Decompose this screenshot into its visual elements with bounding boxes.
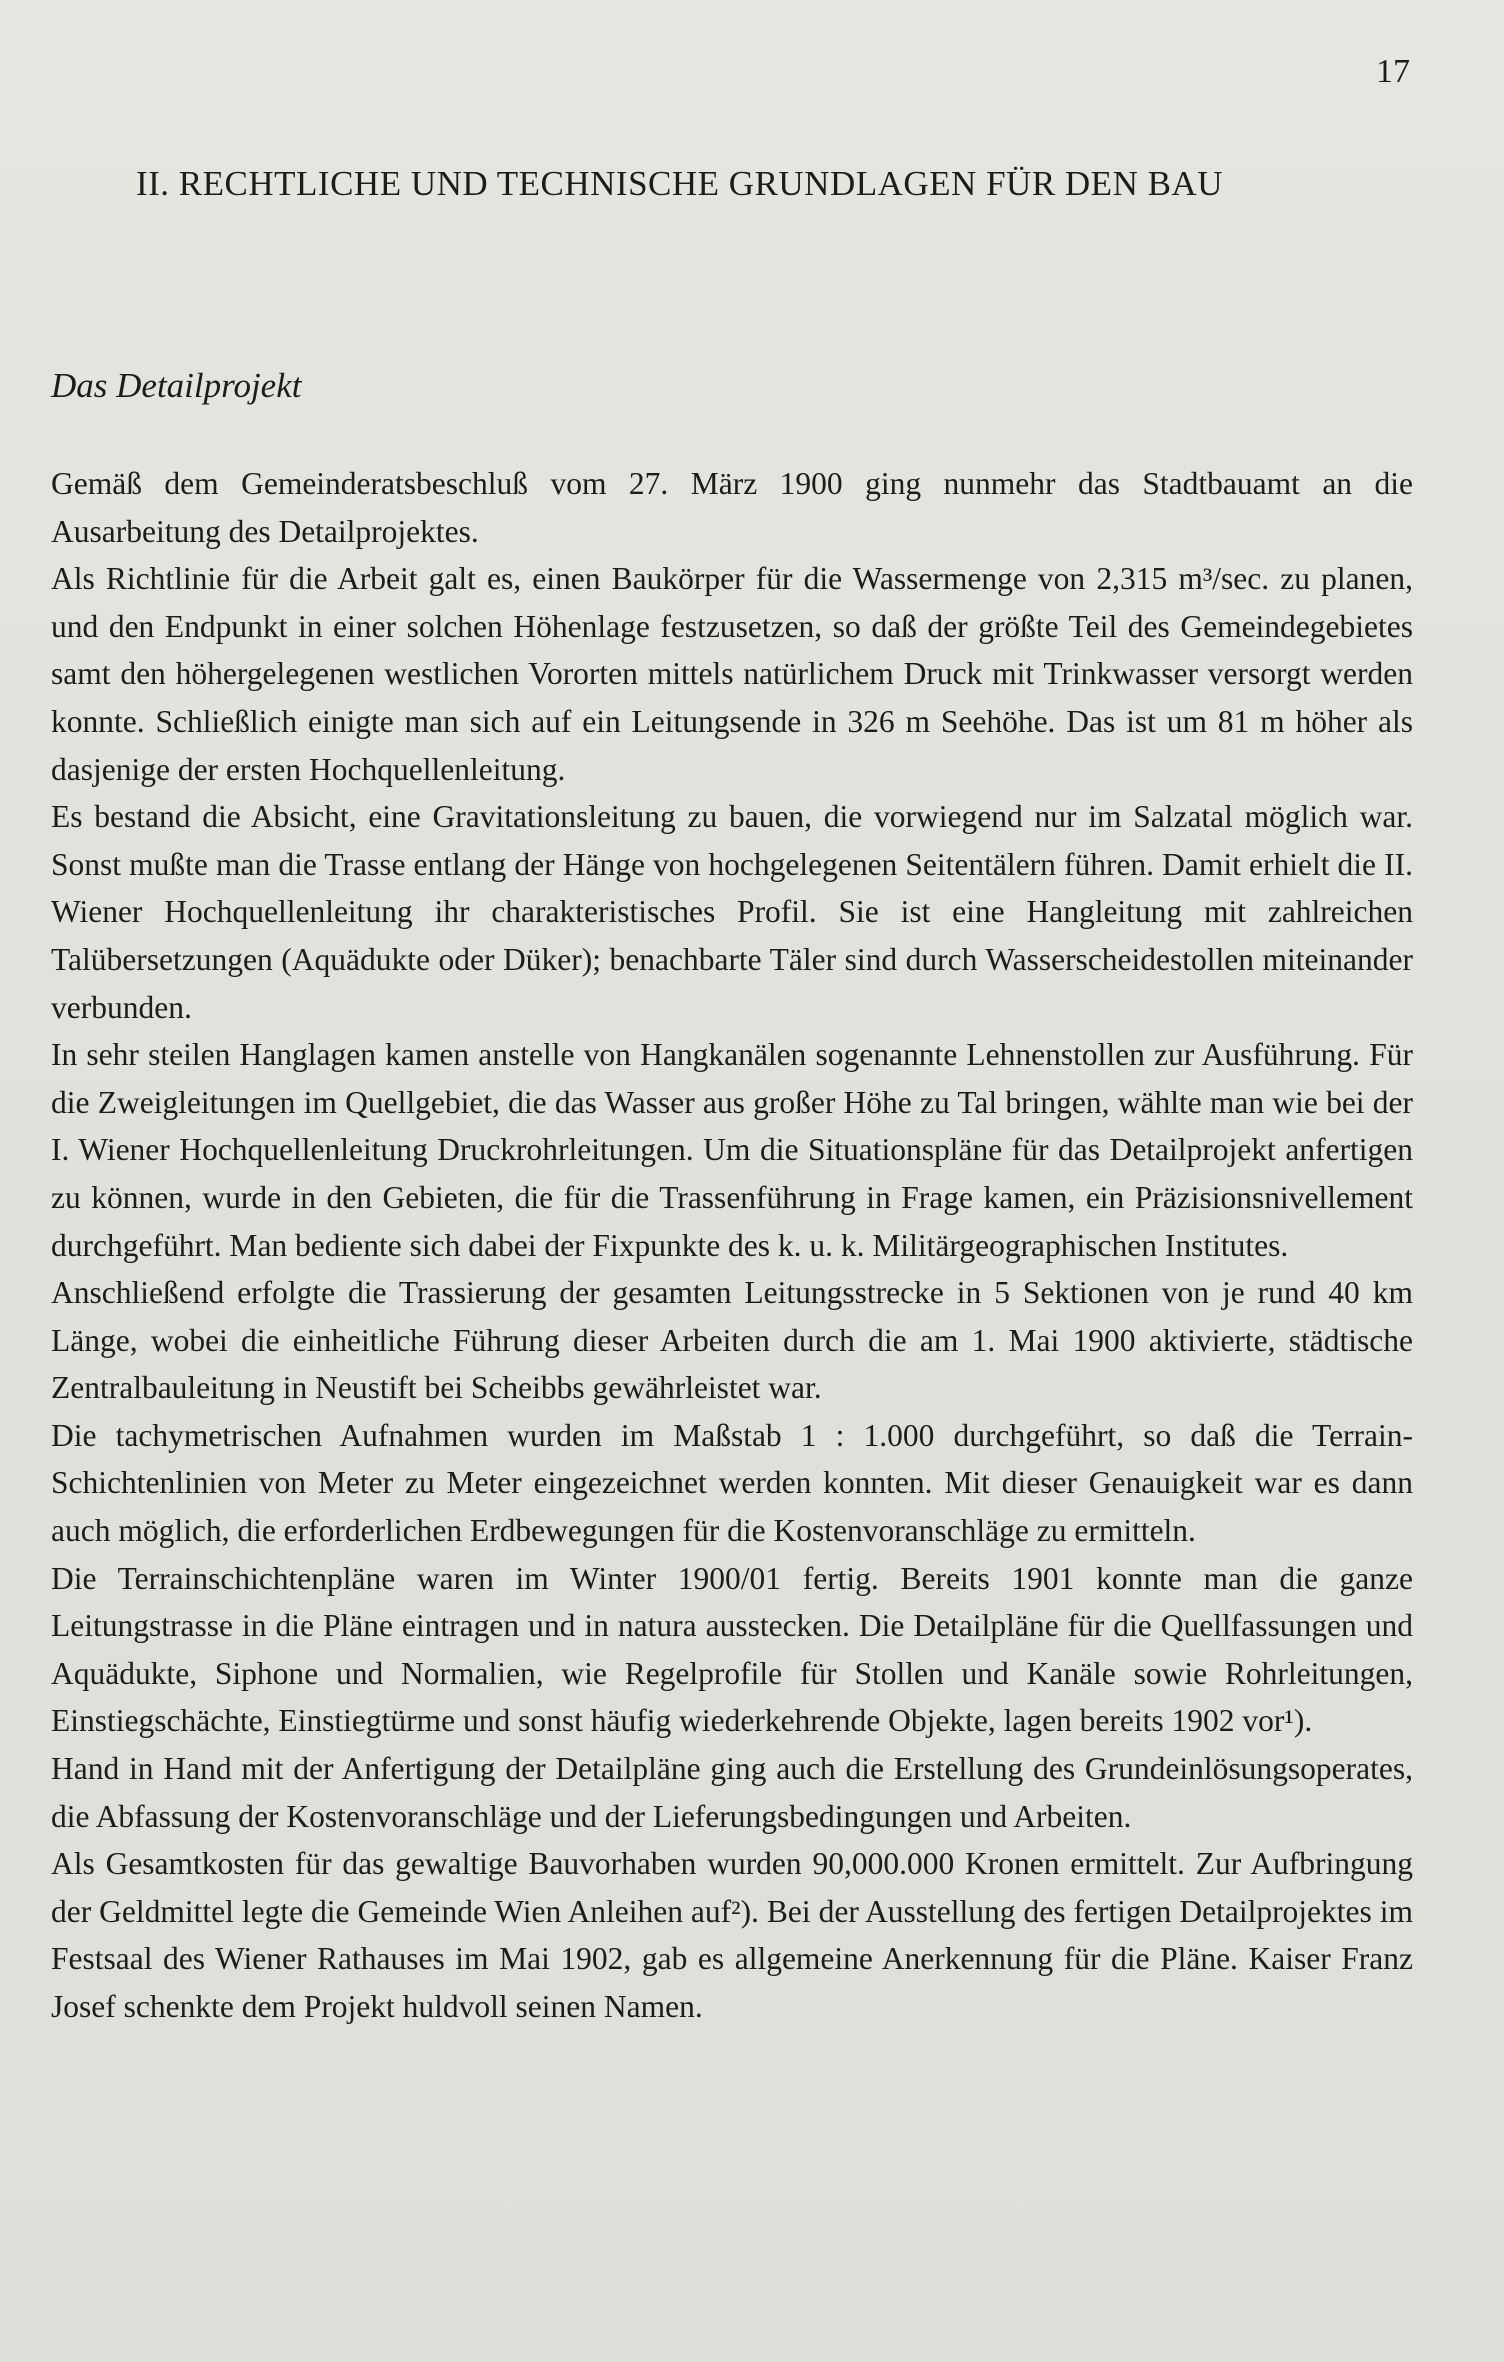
paragraph: Als Richtlinie für die Arbeit galt es, einen Baukörper für die Wassermenge von 2,315 m³/sec. zu planen, und den Endpunkt in einer solchen Höhenlage festzusetzen, so daß der größte Teil des Gemeindegebietes samt den höhergelegenen westlichen Vororten mittels natürlichem Druck mit Trinkwasser versorgt werden konnte. Schließlich einigte man sich auf ein Leitungsende in 326 m Seehöhe. Das ist um 81 m höher als dasjenige der ersten Hochquellenleitung.: [51, 561, 1413, 787]
paragraph: In sehr steilen Hanglagen kamen anstelle von Hangkanälen sogenannte Lehnenstollen zur Ausführung. Für die Zweigleitungen im Quellgebiet, die das Wasser aus großer Höhe zu Tal bringen, wählte man wie bei der I. Wiener Hochquellenleitung Druckrohrleitungen. Um die Situationspläne für das Detailprojekt anfertigen zu können, wurde in den Gebieten, die für die Trassenführung in Frage kamen, ein Präzisionsnivellement durchgeführt. Man bediente sich dabei der Fixpunkte des k. u. k. Militärgeographischen Institutes.: [51, 1037, 1413, 1263]
paragraph: Hand in Hand mit der Anfertigung der Detailpläne ging auch die Erstellung des Grundeinlösungsoperates, die Abfassung der Kostenvoranschläge und der Lieferungsbedingungen und Arbeiten.: [51, 1751, 1413, 1834]
paragraph: Anschließend erfolgte die Trassierung der gesamten Leitungsstrecke in 5 Sektionen von je rund 40 km Länge, wobei die einheitliche Führung dieser Arbeiten durch die am 1. Mai 1900 aktivierte, städtische Zentralbauleitung in Neustift bei Scheibbs gewährleistet war.: [51, 1275, 1413, 1406]
paragraph: Die Terrainschichtenpläne waren im Winter 1900/01 fertig. Bereits 1901 konnte man die ganze Leitungstrasse in die Pläne eintragen und in natura ausstecken. Die Detailpläne für die Quellfassungen und Aquädukte, Siphone und Normalien, wie Regelprofile für Stollen und Kanäle sowie Rohrleitungen, Einstiegschächte, Einstiegtürme und sonst häufig wiederkehrende Objekte, lagen bereits 1902 vor¹).: [51, 1560, 1413, 1739]
page-number: 17: [1376, 53, 1410, 90]
paragraph: Als Gesamtkosten für das gewaltige Bauvorhaben wurden 90,000.000 Kronen ermittelt. Zur Aufbringung der Geldmittel legte die Gemeinde Wien Anleihen auf²). Bei der Ausstellung des fertigen Detailprojektes im Festsaal des Wiener Rathauses im Mai 1902, gab es allgemeine Anerkennung für die Pläne. Kaiser Franz Josef schenkte dem Projekt huldvoll seinen Namen.: [51, 1846, 1413, 2024]
paragraph: Die tachymetrischen Aufnahmen wurden im Maßstab 1 : 1.000 durchgeführt, so daß die Terrain-Schichtenlinien von Meter zu Meter eingezeichnet werden konnten. Mit dieser Genauigkeit war es dann auch möglich, die erforderlichen Erdbewegungen für die Kostenvoranschläge zu ermitteln.: [51, 1417, 1413, 1549]
paragraph: Es bestand die Absicht, eine Gravitationsleitung zu bauen, die vorwiegend nur im Salzatal möglich war. Sonst mußte man die Trasse entlang der Hänge von hochgelegenen Seitentälern führen. Damit erhielt die II. Wiener Hochquellenleitung ihr charakteristisches Profil. Sie ist eine Hangleitung mit zahlreichen Talübersetzungen (Aquädukte oder Düker); benachbarte Täler sind durch Wasserscheidestollen miteinander verbunden.: [51, 799, 1413, 1025]
paragraph: Gemäß dem Gemeinderatsbeschluß vom 27. März 1900 ging nunmehr das Stadtbauamt an die Ausarbeitung des Detailprojektes.: [51, 466, 1413, 549]
body-text: [51, 460, 1413, 2031]
chapter-heading: II. RECHTLICHE UND TECHNISCHE GRUNDLAGEN FÜR DEN BAU: [136, 164, 1223, 203]
section-heading: Das Detailprojekt: [51, 366, 302, 405]
